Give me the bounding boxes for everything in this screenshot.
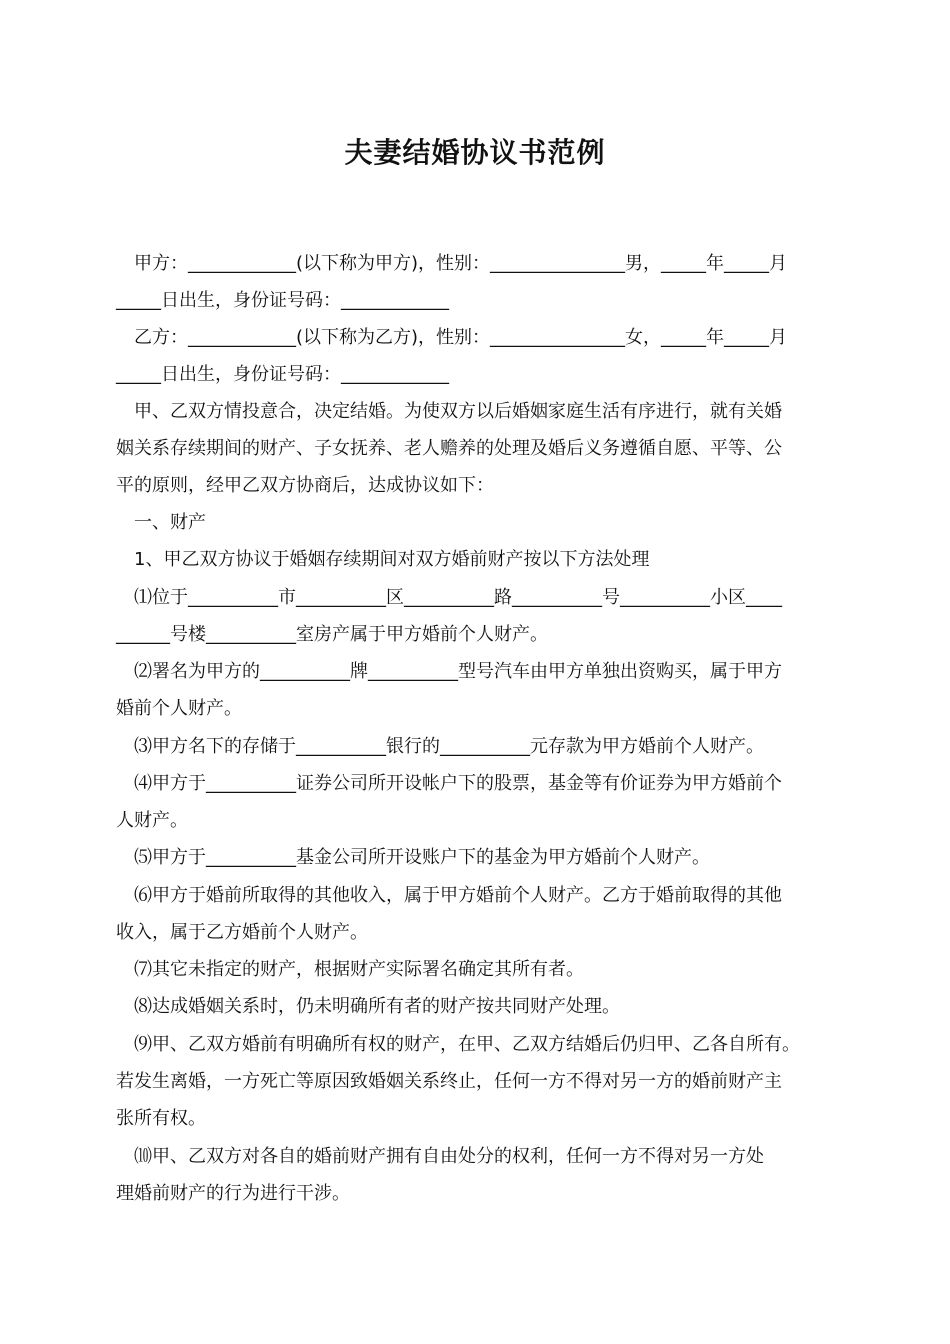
item-9-line-3: 张所有权。 xyxy=(116,1108,206,1129)
item-10-line-2: 理婚前财产的行为进行干涉。 xyxy=(116,1183,350,1204)
party-a-line-1: 甲方：____________(以下称为甲方)，性别：_______________男，_____年_____月 xyxy=(116,253,788,274)
item-6-line-1: ⑹甲方于婚前所取得的其他收入，属于甲方婚前个人财产。乙方于婚前取得的其他 xyxy=(116,885,782,906)
document-title: 夫妻结婚协议书范例 xyxy=(344,136,606,169)
party-a-line-2: _____日出生，身份证号码：____________ xyxy=(116,290,449,311)
party-b-line-2: _____日出生，身份证号码：____________ xyxy=(116,364,449,385)
item-4-line-2: 人财产。 xyxy=(116,810,188,831)
party-b-line-1: 乙方：____________(以下称为乙方)，性别：_______________女，_____年_____月 xyxy=(116,327,788,348)
preamble-line-1: 甲、乙双方情投意合，决定结婚。为使双方以后婚姻家庭生活有序进行，就有关婚 xyxy=(116,401,782,422)
item-7-line-1: ⑺其它未指定的财产，根据财产实际署名确定其所有者。 xyxy=(116,959,584,980)
preamble-line-2: 姻关系存续期间的财产、子女抚养、老人赡养的处理及婚后义务遵循自愿、平等、公 xyxy=(116,438,782,459)
item-4-line-1: ⑷甲方于__________证券公司所开设帐户下的股票，基金等有价证券为甲方婚前个 xyxy=(116,773,782,794)
item-8-line-1: ⑻达成婚姻关系时，仍未明确所有者的财产按共同财产处理。 xyxy=(116,996,620,1017)
item-1-line-1: ⑴位于__________市__________区__________路__________号__________小区____ xyxy=(116,587,782,608)
preamble-line-3: 平的原则，经甲乙双方协商后，达成协议如下： xyxy=(116,475,494,496)
item-2-line-2: 婚前个人财产。 xyxy=(116,698,242,719)
item-2-line-1: ⑵署名为甲方的__________牌__________型号汽车由甲方单独出资购买，属于甲方 xyxy=(116,661,782,682)
item-1-line-2: ______号楼__________室房产属于甲方婚前个人财产。 xyxy=(116,624,548,645)
item-9-line-1: ⑼甲、乙双方婚前有明确所有权的财产，在甲、乙双方结婚后仍归甲、乙各自所有。 xyxy=(116,1034,800,1055)
clause-1-heading: 1、甲乙双方协议于婚姻存续期间对双方婚前财产按以下方法处理 xyxy=(116,549,650,570)
item-10-line-1: ⑽甲、乙双方对各自的婚前财产拥有自由处分的权利，任何一方不得对另一方处 xyxy=(116,1146,764,1167)
item-9-line-2: 若发生离婚，一方死亡等原因致婚姻关系终止，任何一方不得对另一方的婚前财产主 xyxy=(116,1071,782,1092)
item-5-line-1: ⑸甲方于__________基金公司所开设账户下的基金为甲方婚前个人财产。 xyxy=(116,847,710,868)
item-3-line-1: ⑶甲方名下的存储于__________银行的__________元存款为甲方婚前个人财产。 xyxy=(116,736,764,757)
item-6-line-2: 收入，属于乙方婚前个人财产。 xyxy=(116,922,368,943)
section-heading-property: 一、财产 xyxy=(116,512,206,533)
